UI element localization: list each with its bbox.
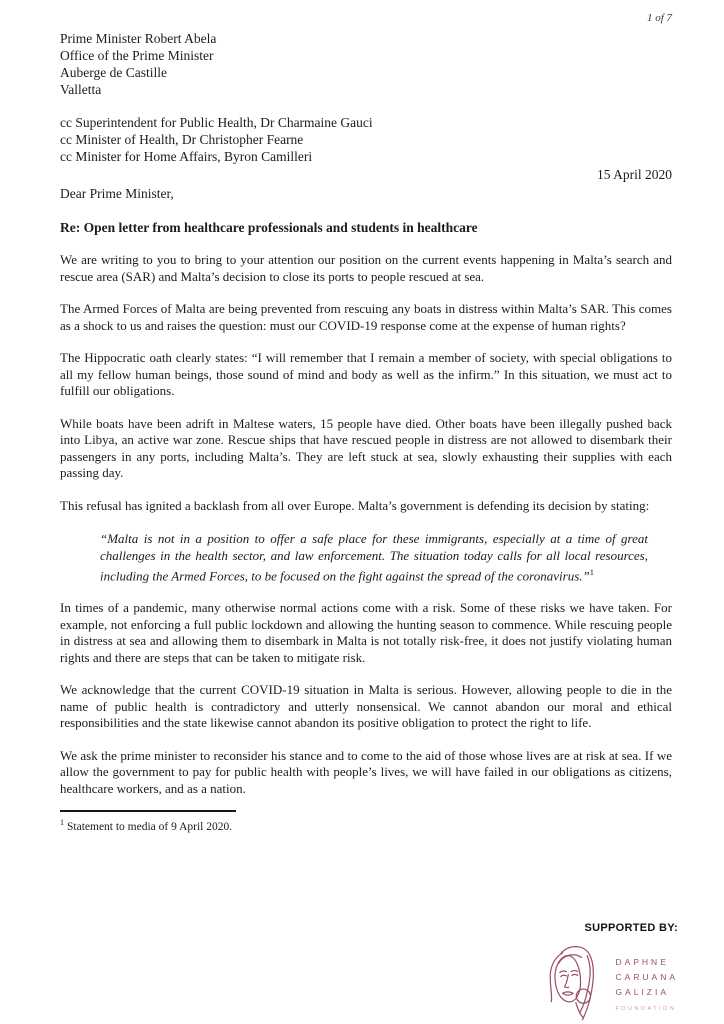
cc-line: cc Minister of Health, Dr Christopher Fearne <box>60 132 304 147</box>
footnote-block <box>60 810 672 834</box>
quote-block <box>100 530 648 584</box>
cc-block <box>60 114 672 165</box>
recipient-line: Office of the Prime Minister <box>60 48 214 63</box>
cc-line: cc Minister for Home Affairs, Byron Camilleri <box>60 149 313 164</box>
salutation: Dear Prime Minister, <box>60 186 174 201</box>
recipient-line: Prime Minister Robert Abela <box>60 31 217 46</box>
subject-line: Re: Open letter from healthcare professionals and students in healthcare <box>60 220 478 235</box>
paragraph: We are writing to you to bring to your attention our position on the current events happening in Malta’s search and rescue area (SAR) and Malta’s decision to close its ports to people rescued at sea. <box>60 252 672 284</box>
paragraph: We acknowledge that the current COVID-19 situation in Malta is serious. However, allowing people to die in the name of public health is contradictory and utterly nonsensical. We cannot abandon our moral and ethical responsibilities and the state likewise cannot abandon its positive obligation to protect the right to life. <box>60 682 672 731</box>
recipient-address <box>60 30 672 98</box>
paragraph: This refusal has ignited a backlash from all over Europe. Malta’s government is defending its decision by stating: <box>60 497 650 513</box>
footnote-separator <box>60 810 236 812</box>
dcg-foundation-logo <box>478 941 678 1023</box>
paragraph: The Armed Forces of Malta are being prevented from rescuing any boats in distress within Malta’s SAR. This comes as a shock to us and raises the question: must our COVID-19 response come at the expense of human rights? <box>60 301 672 333</box>
quote-text: “Malta is not in a position to offer a safe place for these immigrants, especially at a time of great challenges in the health sector, and law enforcement. The situation today calls for all local resources, including the Armed Forces, to be focused on the fight against the spread of the coronavirus.” <box>100 531 648 584</box>
paragraph: In times of a pandemic, many otherwise normal actions come with a risk. Some of these risks we have taken. For example, not enforcing a full public lockdown and allowing the hunting season to commence. While rescuing people in distress at sea and allowing them to disembark in Malta is not totally risk-free, it does not justify violating human rights and there are steps that can be taken to mitigate risk. <box>60 600 672 665</box>
page-number: 1 of 7 <box>646 12 672 24</box>
footnote-text: Statement to media of 9 April 2020. <box>67 821 233 834</box>
paragraph: While boats have been adrift in Maltese waters, 15 people have died. Other boats have been illegally pushed back into Libya, an active war zone. Rescue ships that have rescued people in distress are not allowed to disembark their passengers in any ports, including Malta’s. They are left stuck at sea, slowly exhausting their supplies with each passing day. <box>60 415 672 480</box>
foundation-name <box>615 941 678 1017</box>
daphne-portrait-icon <box>540 941 606 1023</box>
cc-line: cc Superintendent for Public Health, Dr Charmaine Gauci <box>60 115 373 130</box>
supported-by-label: SUPPORTED BY: <box>584 922 678 934</box>
recipient-line: Valletta <box>60 82 102 97</box>
letter-date: 15 April 2020 <box>596 167 672 182</box>
supported-by-section <box>478 922 678 1023</box>
foundation-name-line: DAPHNE <box>615 957 669 967</box>
foundation-name-line: CARUANA <box>615 972 678 982</box>
footnote <box>60 816 672 834</box>
recipient-line: Auberge de Castille <box>60 65 167 80</box>
paragraph: The Hippocratic oath clearly states: “I will remember that I remain a member of society, with special obligations to all my fellow human beings, those sound of mind and body as well as the infirm.” In this situation, we must act to fulfill our obligations. <box>60 350 672 398</box>
footnote-reference: 1 <box>589 567 594 577</box>
foundation-subtitle: FOUNDATION <box>615 1006 677 1012</box>
paragraph: We ask the prime minister to reconsider his stance and to come to the aid of those whose lives are at risk at sea. If we allow the government to pay for public health with people’s lives, we will have failed in our obligations as citizens, healthcare workers, and as a nation. <box>60 747 672 796</box>
foundation-name-line: GALIZIA <box>615 987 670 997</box>
footnote-marker: 1 <box>60 818 64 828</box>
